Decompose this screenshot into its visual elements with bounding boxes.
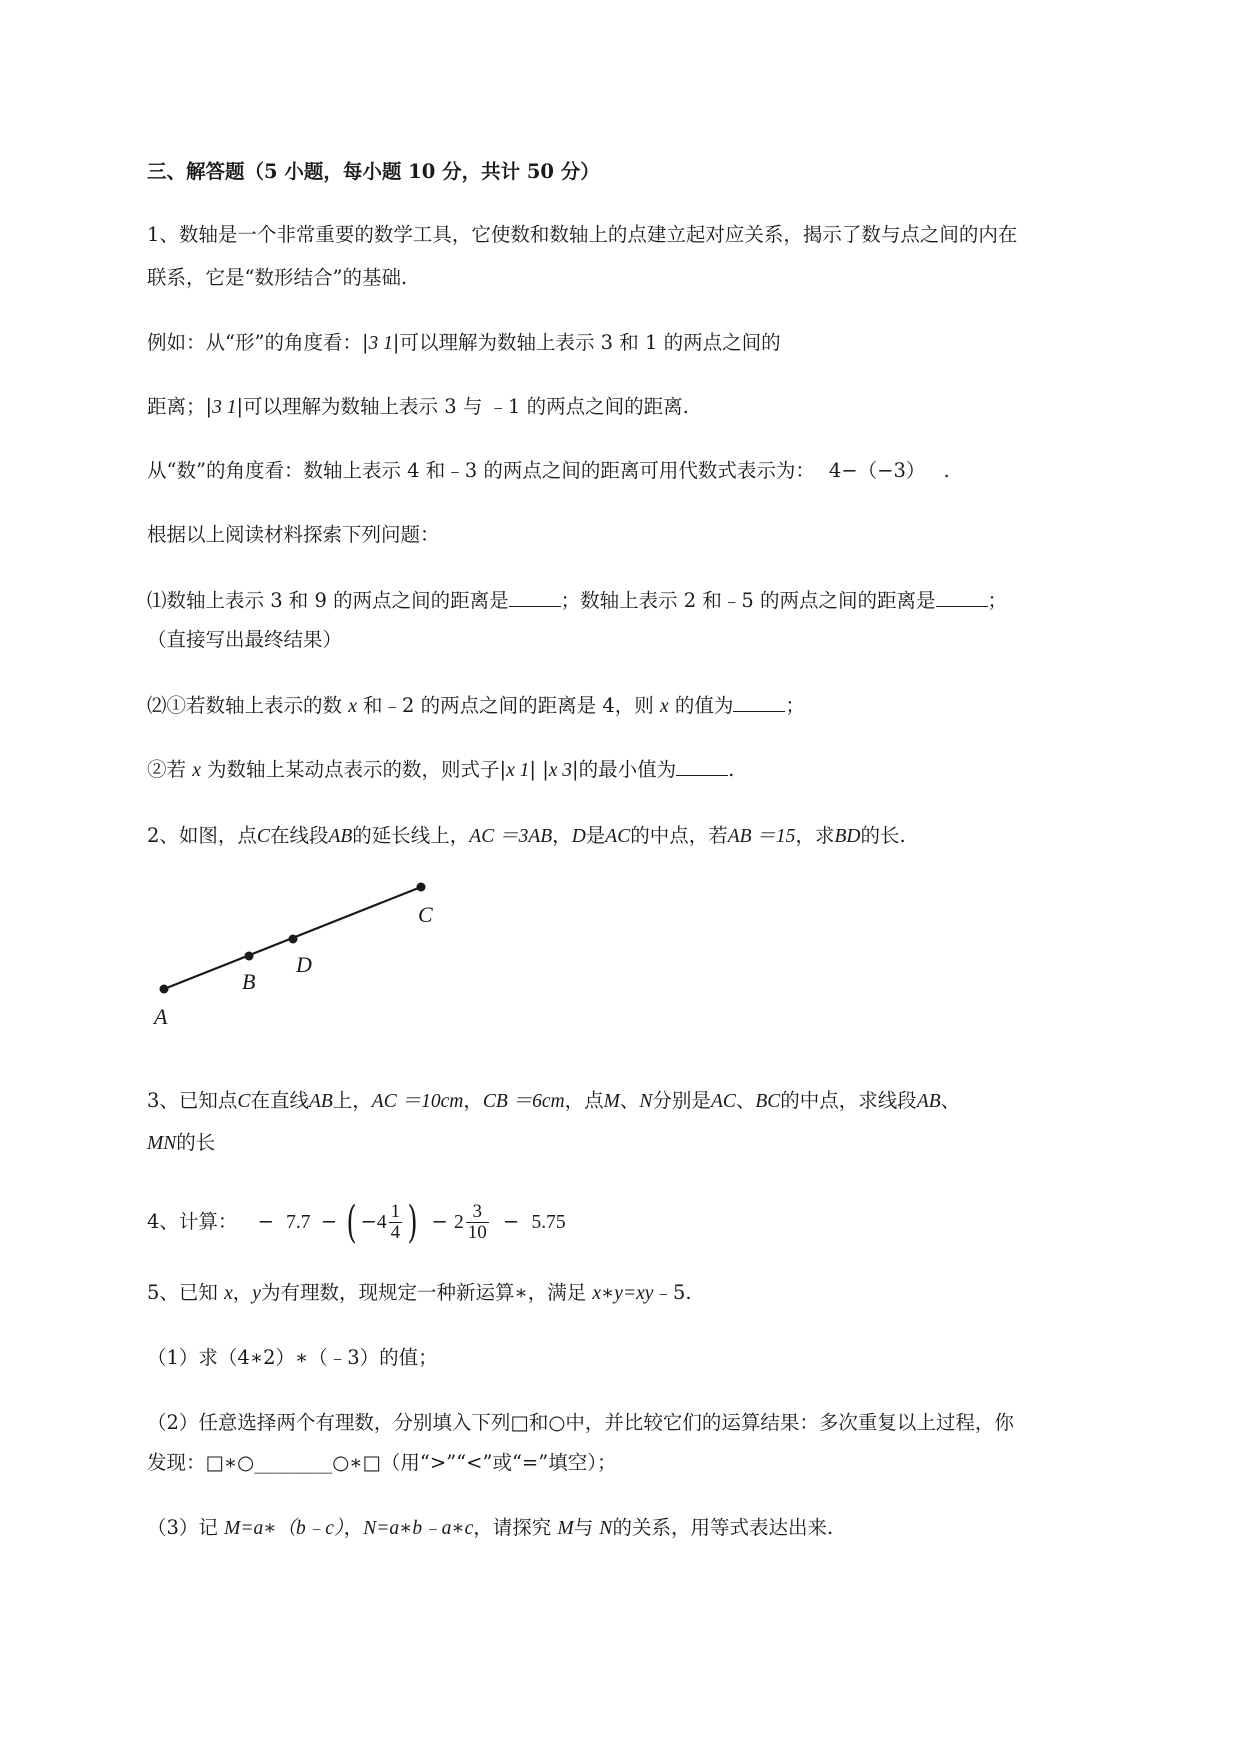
q1-line3-text-a: 例如：从“形”的角度看：| — [147, 331, 369, 354]
q4-term-1: 7.7 — [286, 1212, 311, 1233]
q1-line2: 联系，它是“数形结合”的基础. — [147, 266, 408, 289]
q5-text-a: 5、已知 — [147, 1281, 225, 1304]
q5-part3-text-b: ， — [343, 1516, 364, 1539]
q1-abs-expr-1: 3 1 — [368, 333, 393, 354]
q5-part3-text-d: 与 — [573, 1516, 600, 1539]
q1-abs-expr-4: x 3 — [548, 760, 573, 781]
q1-line1: 1、数轴是一个非常重要的数学工具，它使数和数轴上的点建立起对应关系，揭示了数与点之间的内在 — [147, 223, 1018, 246]
q1-part2-text-b: 和﹣2 的两点之间的距离是 4，则 — [356, 694, 660, 717]
q2-equation-2: AB ＝15 — [727, 826, 796, 847]
left-paren: ( — [346, 1196, 358, 1248]
label-C: C — [418, 902, 433, 927]
mixed-number-whole-1: 4 — [376, 1212, 387, 1233]
q5-part2-line2: 发现：□∗○________○∗□（用“>”“<”或“=”填空）； — [147, 1451, 617, 1474]
q5-text-b: ， — [232, 1281, 253, 1304]
q1-line4-text-c: |可以理解为数轴上表示 3 与 ﹣1 的两点之间的距离. — [236, 395, 689, 418]
label-B: B — [242, 969, 256, 994]
q1-part1-text-c: ； — [987, 589, 1008, 612]
fraction-1-numerator: 1 — [390, 1201, 401, 1222]
q5-part3-text-c: ，请探究 — [473, 1516, 558, 1539]
var-N: N — [599, 1518, 613, 1539]
q5-expr-M: M=a∗（b﹣c） — [224, 1518, 344, 1539]
q1-part3-text-f: |的最小值为 — [572, 758, 677, 781]
q4-minus-4: − — [431, 1210, 448, 1233]
q3-text-b: 在直线 — [250, 1089, 309, 1112]
q5-text-e: ﹣5. — [653, 1281, 692, 1304]
q3-text-a: 3、已知点 — [147, 1089, 238, 1112]
q4-minus-1: − — [257, 1210, 274, 1233]
q1-line5-period: . — [937, 459, 950, 482]
line-AB: AB — [308, 1091, 333, 1112]
q3-text-e: ，点 — [564, 1089, 604, 1112]
q3-text-d: ， — [463, 1089, 483, 1112]
q4-term-2: 5.75 — [531, 1212, 566, 1233]
q2-equation-1: AC ＝3AB — [469, 826, 553, 847]
segment-BC: BC — [755, 1091, 781, 1112]
right-paren: ) — [407, 1196, 418, 1248]
q5-line1 — [147, 1280, 692, 1307]
point-C: C — [256, 826, 270, 847]
q3-text-g: 分别是 — [652, 1089, 711, 1112]
q1-part3 — [147, 757, 734, 784]
q1-line5-text-a: 从“数”的角度看：数轴上表示 4 和﹣3 的两点之间的距离可用代数式表示为： — [147, 459, 815, 482]
q1-part3-text-b: 为数轴上某动点表示的数，则式子| — [200, 758, 507, 781]
segment-BD: BD — [834, 826, 861, 847]
q3-text-c: 上， — [332, 1089, 372, 1112]
q1-part2-text-a: ⑵①若数轴上表示的数 — [147, 694, 349, 717]
q3-text-j: 、 — [940, 1089, 961, 1112]
q1-part3-text-d: | | — [529, 758, 549, 781]
q2-line — [147, 823, 906, 850]
label-A: A — [154, 1004, 168, 1029]
answer-blank-4[interactable] — [676, 757, 728, 776]
var-M: M — [557, 1518, 574, 1539]
fraction-1 — [389, 1202, 403, 1243]
fraction-2-numerator: 3 — [466, 1202, 489, 1223]
var-x: x — [224, 1283, 233, 1304]
q3-text-tail: 的长 — [176, 1131, 216, 1154]
segment-AB: AB — [328, 826, 353, 847]
q1-line3-text-c: |可以理解为数轴上表示 3 和 1 的两点之间的 — [392, 331, 781, 354]
segment-AC: AC — [710, 1091, 736, 1112]
q3-line1 — [147, 1088, 960, 1115]
point-N: N — [639, 1091, 653, 1112]
q1-part3-period: . — [728, 758, 735, 781]
segment-MN: MN — [147, 1133, 177, 1154]
label-D: D — [296, 952, 312, 977]
q5-part3-text-a: （3）记 — [147, 1516, 225, 1539]
q3-text-f: 、 — [619, 1089, 640, 1112]
q1-abs-expr-3: x 1 — [506, 760, 530, 781]
line-segment-figure — [150, 880, 470, 1040]
q1-part2-text-d: ； — [785, 694, 805, 717]
fraction-1-denominator: 4 — [390, 1222, 401, 1243]
q3-equation-1: AC ＝10cm — [371, 1091, 464, 1112]
q1-part2 — [147, 693, 805, 720]
q5-part3 — [147, 1515, 833, 1542]
q3-text-h: 、 — [735, 1089, 756, 1112]
q1-abs-expr-2: 3 1 — [212, 397, 237, 418]
q3-line2 — [147, 1130, 215, 1157]
point-B-dot — [245, 952, 254, 961]
q2-text-f: 的中点，若 — [630, 824, 728, 847]
q4-minus-2: − — [320, 1210, 338, 1233]
q2-text-a: 2、如图，点 — [147, 824, 257, 847]
q4-minus-3: − — [360, 1210, 377, 1233]
var-y: y — [252, 1283, 261, 1304]
q1-line6: 根据以上阅读材料探索下列问题： — [147, 523, 440, 546]
mixed-number-whole-2: 2 — [453, 1212, 464, 1233]
fraction-2 — [466, 1202, 489, 1243]
q1-line4 — [147, 394, 689, 421]
q2-text-c: 的延长线上， — [352, 824, 470, 847]
q5-operation-def: x∗y=xy — [592, 1283, 654, 1304]
q2-text-e: 是 — [585, 824, 606, 847]
fraction-2-denominator: 10 — [467, 1222, 487, 1243]
q1-part1-note: （直接写出最终结果） — [147, 628, 343, 651]
answer-blank-2[interactable] — [936, 588, 988, 607]
q1-part1-text-a: ⑴数轴上表示 3 和 9 的两点之间的距离是 — [147, 589, 509, 612]
point-C-dot — [417, 883, 426, 892]
segment-AC: AC — [605, 826, 631, 847]
q4-minus-5: − — [502, 1210, 520, 1233]
q1-line4-text-a: 距离；| — [147, 395, 213, 418]
q1-part2-text-c: 的值为 — [668, 694, 734, 717]
answer-blank-1[interactable] — [509, 588, 561, 607]
q1-part3-text-a: ②若 — [147, 758, 193, 781]
q5-text-c: 为有理数，现规定一种新运算∗，满足 — [260, 1281, 593, 1304]
q5-expr-N: N=a∗b﹣a∗c — [363, 1518, 474, 1539]
q1-line3 — [147, 330, 781, 357]
segment-AB: AB — [916, 1091, 941, 1112]
answer-blank-3[interactable] — [733, 693, 785, 712]
point-A-dot — [160, 985, 169, 994]
q2-text-g: ，求 — [795, 824, 835, 847]
q5-part3-text-e: 的关系，用等式表达出来. — [612, 1516, 834, 1539]
q1-part1-text-b: ；数轴上表示 2 和﹣5 的两点之间的距离是 — [560, 589, 936, 612]
point-D-dot — [289, 935, 298, 944]
point-D: D — [571, 826, 586, 847]
point-M: M — [603, 1091, 620, 1112]
q2-text-d: ， — [552, 824, 572, 847]
section-title: 三、解答题（5 小题，每小题 10 分，共计 50 分） — [147, 160, 600, 183]
var-x: x — [659, 696, 669, 717]
q3-equation-2: CB ＝6cm — [482, 1091, 565, 1112]
q4-label: 4、计算： — [147, 1210, 238, 1233]
q5-part2-line1: （2）任意选择两个有理数，分别填入下列□和○中，并比较它们的运算结果：多次重复以上过程，你 — [147, 1411, 1014, 1434]
var-x: x — [348, 696, 357, 717]
q1-part1 — [147, 588, 1007, 614]
point-C: C — [237, 1091, 251, 1112]
q1-line5 — [147, 458, 950, 484]
q4-line — [147, 1197, 566, 1247]
q3-text-i: 的中点，求线段 — [780, 1089, 917, 1112]
var-x: x — [192, 760, 201, 781]
q1-distance-expr: 4−（−3） — [828, 459, 926, 482]
q5-part1: （1）求（4∗2）∗（﹣3）的值； — [147, 1346, 438, 1369]
q2-text-b: 在线段 — [269, 824, 329, 847]
q2-text-h: 的长. — [860, 824, 906, 847]
